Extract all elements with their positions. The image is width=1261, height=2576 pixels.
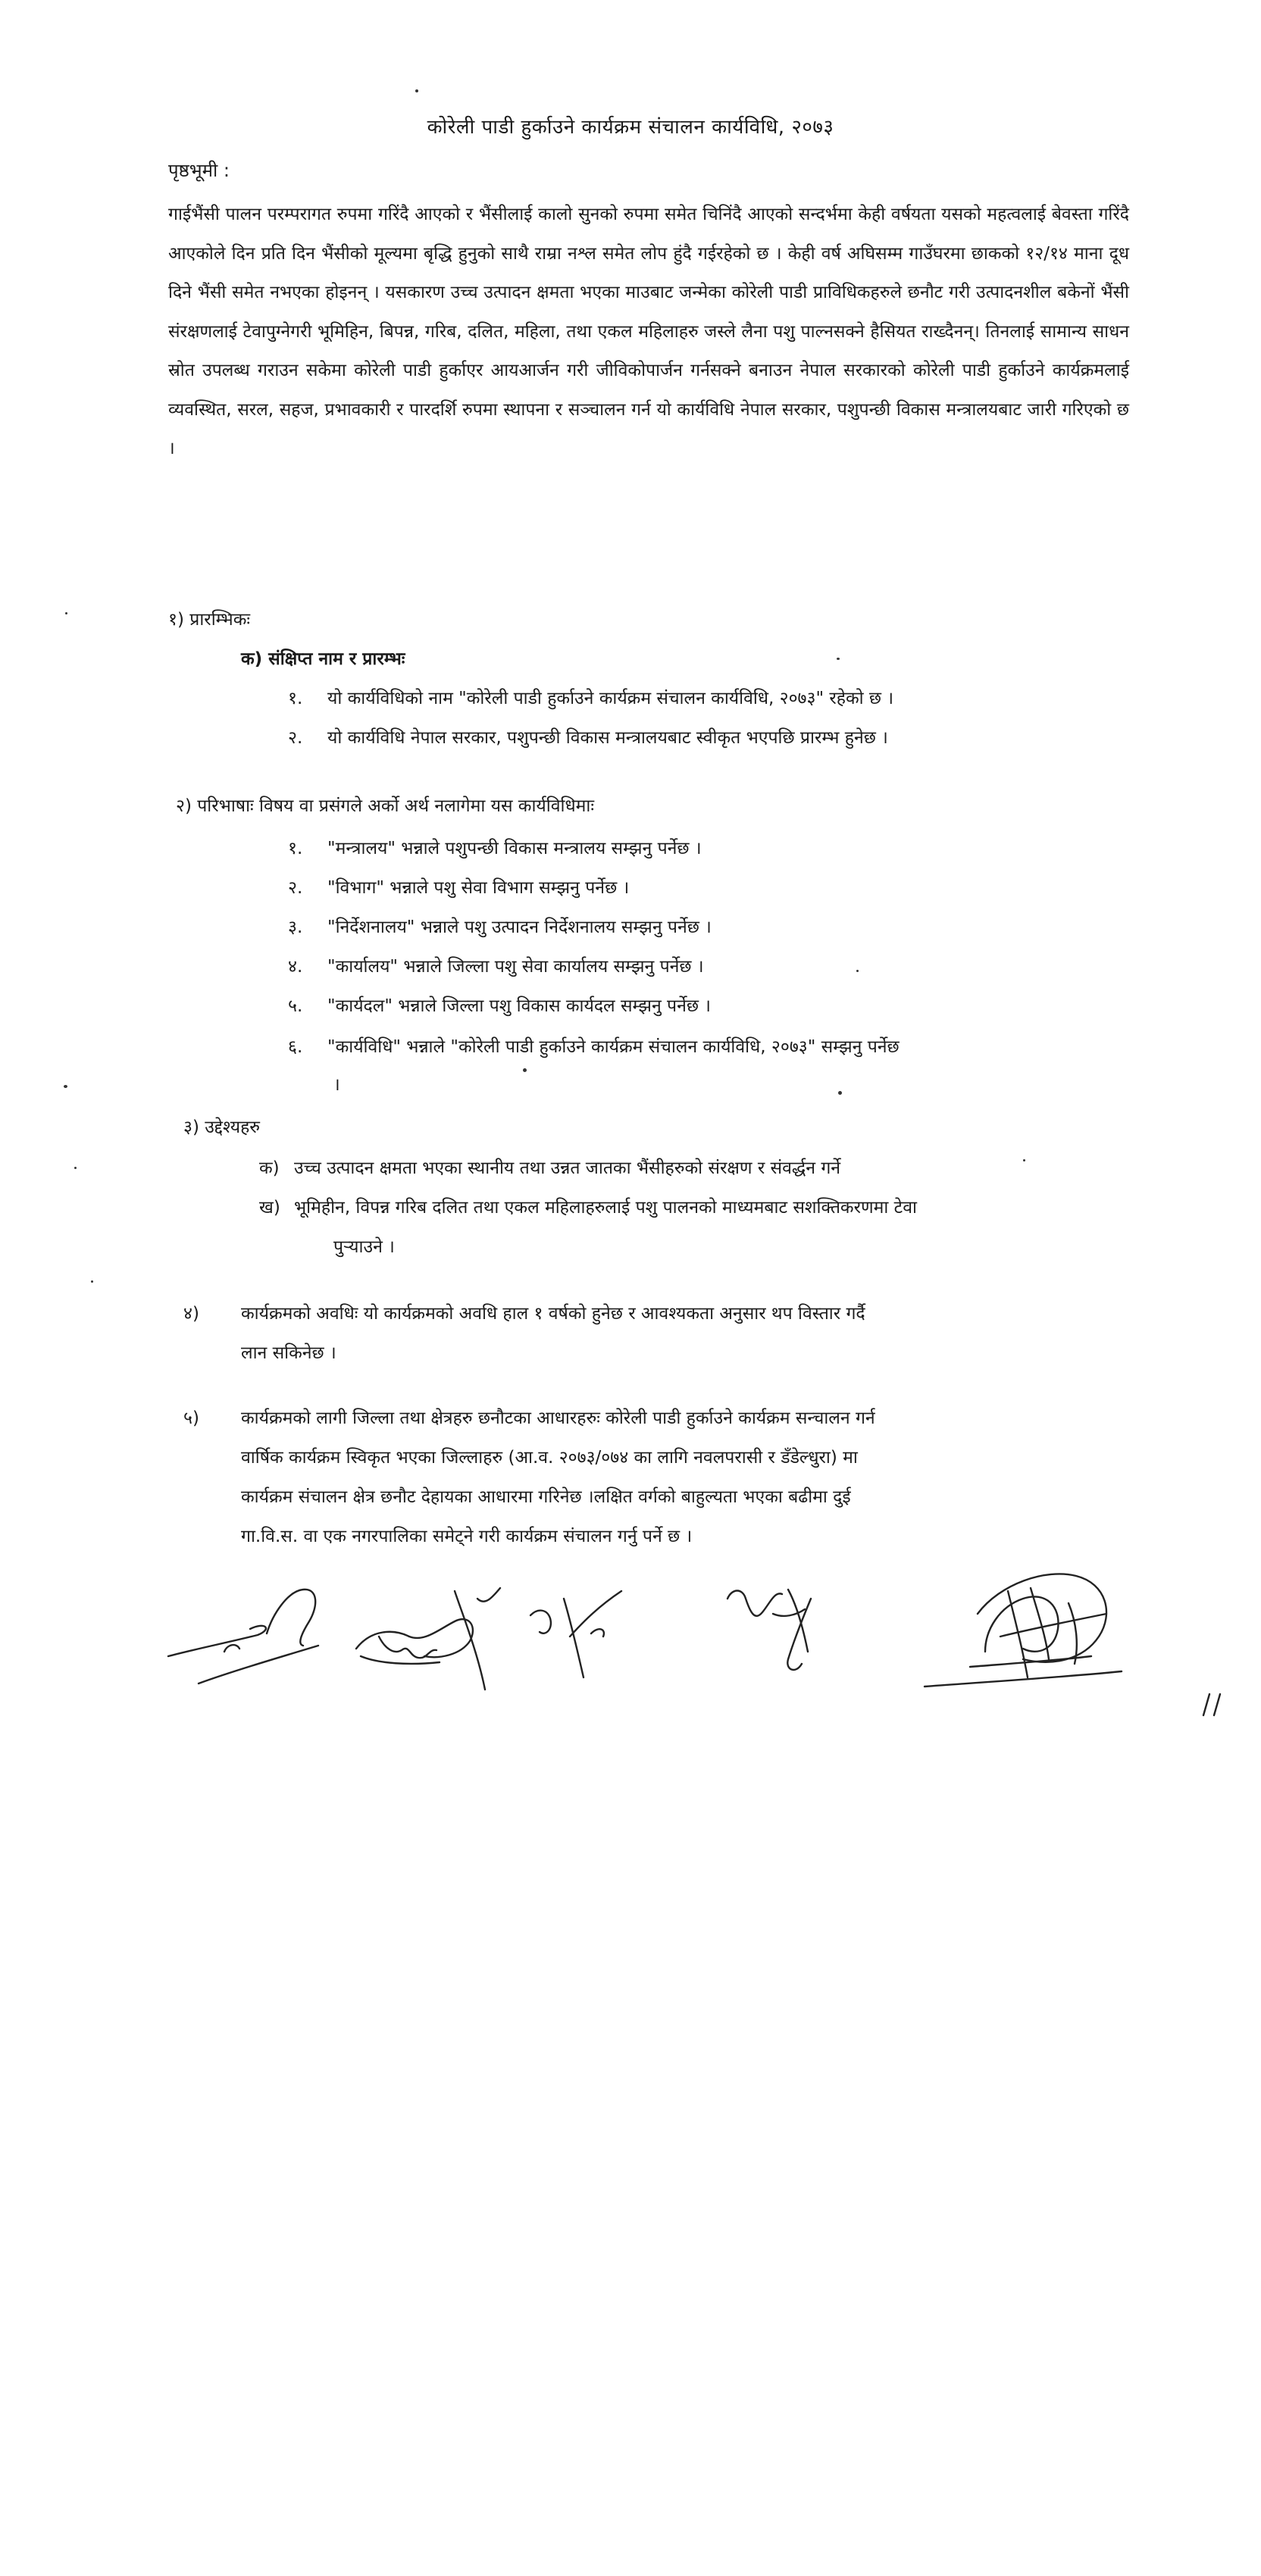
section-3-heading: ३) उद्देश्यहरु	[183, 1118, 261, 1137]
list-item	[288, 685, 893, 709]
list-item-continuation: ।	[333, 1075, 340, 1095]
item-number: १.	[288, 839, 303, 858]
scan-speck	[838, 1091, 842, 1095]
list-item	[288, 1033, 900, 1058]
scan-speck	[856, 970, 859, 972]
section-5-line: गा.वि.स. वा एक नगरपालिका समेट्ने गरी कार्यक्रम संचालन गर्नु पर्ने छ ।	[241, 1527, 693, 1546]
signature-4	[728, 1590, 811, 1670]
section-1-subheading: क) संक्षिप्त नाम र प्रारम्भः	[241, 649, 405, 669]
signature-2	[356, 1588, 500, 1690]
list-item	[259, 1194, 917, 1218]
item-number: ख)	[259, 1198, 280, 1218]
scan-speck	[65, 612, 67, 614]
item-text: यो कार्यविधिको नाम "कोरेली पाडी हुर्काउने कार्यक्रम संचालन कार्यविधि, २०७३" रहेको छ ।	[327, 689, 894, 708]
scan-speck	[837, 658, 840, 660]
list-item	[288, 874, 629, 899]
item-text: "कार्यविधि" भन्नाले "कोरेली पाडी हुर्काउने कार्यक्रम संचालन कार्यविधि, २०७३" सम्झनु पर्नेछ	[327, 1037, 900, 1057]
background-paragraph: गाईभैंसी पालन परम्परागत रुपमा गरिंदै आएको र भैंसीलाई कालो सुनको रुपमा समेत चिनिंदै आएको सन्दर्भमा केही वर्षयता यसको महत्वलाई बेवस्ता गरिंदै आएकोले दिन प्रति दिन भैंसीको मूल्यमा बृद्धि हुनुको साथै राम्रा नश्ल समेत लोप हुंदै गईरहेको छ । केही वर्ष अघिसम्म गाउँघरमा छाकको १२/१४ माना दूध दिने भैंसी समेत नभएका होइनन् । यसकारण उच्च उत्पादन क्षमता भएका माउबाट जन्मेका कोरेली पाडी प्राविधिकहरुले छनौट गरी उत्पादनशील बकेनों भैंसी संरक्षणलाई टेवापुग्नेगरी भूमिहिन, बिपन्न, गरिब, दलित, महिला, तथा एकल महिलाहरु जस्ले लैना पशु पाल्नसक्ने हैसियत राख्दैनन्। तिनलाई सामान्य साधन स्रोत उपलब्ध गराउन सकेमा कोरेली पाडी हुर्काएर आयआर्जन गरी जीविकोपार्जन गर्नसक्ने बनाउन नेपाल सरकारको कोरेली पाडी हुर्काउने कार्यक्रमलाई व्यवस्थित, सरल, सहज, प्रभावकारी र पारदर्शि रुपमा स्थापना र सञ्चालन गर्न यो कार्यविधि नेपाल सरकार, पशुपन्छी विकास मन्त्रालयबाट जारी गरिएको छ ।	[168, 205, 1129, 458]
item-text: "निर्देशनालय" भन्नाले पशु उत्पादन निर्देशनालय सम्झनु पर्नेछ ।	[327, 918, 712, 937]
item-number: २.	[288, 878, 303, 898]
document-title: कोरेली पाडी हुर्काउने कार्यक्रम संचालन कार्यविधि, २०७३	[427, 116, 834, 139]
item-text: "कार्यदल" भन्नाले जिल्ला पशु विकास कार्यदल सम्झनु पर्नेछ ।	[327, 996, 711, 1016]
list-item-continuation: पुर्‍याउने ।	[333, 1237, 395, 1257]
item-text: "मन्त्रालय" भन्नाले पशुपन्छी विकास मन्त्रालय सम्झनु पर्नेछ ।	[327, 839, 702, 858]
scan-speck	[523, 1068, 527, 1072]
background-heading: पृष्ठभूमी :	[168, 160, 230, 181]
item-text: "विभाग" भन्नाले पशु सेवा विभाग सम्झनु पर्नेछ ।	[327, 878, 630, 898]
item-number: ३.	[288, 918, 303, 937]
item-text: यो कार्यविधि नेपाल सरकार, पशुपन्छी विकास मन्त्रालयबाट स्वीकृत भएपछि प्रारम्भ हुनेछ ।	[327, 728, 888, 748]
item-text: "कार्यालय" भन्नाले जिल्ला पशु सेवा कार्यालय सम्झनु पर्नेछ ।	[327, 957, 704, 977]
item-text: भूमिहीन, विपन्न गरिब दलित तथा एकल महिलाहरुलाई पशु पालनको माध्यमबाट सशक्तिकरणमा टेवा	[294, 1198, 917, 1218]
list-item	[288, 953, 704, 977]
section-4-line: कार्यक्रमको अवधिः यो कार्यक्रमको अवधि हाल १ वर्षको हुनेछ र आवश्यकता अनुसार थप विस्तार गर्दै	[241, 1304, 865, 1324]
section-5-line: कार्यक्रम संचालन क्षेत्र छनौट देहायका आधारमा गरिनेछ ।लक्षित वर्गको बाहुल्यता भएका बढीमा दुई	[241, 1487, 851, 1507]
section-2-heading: २) परिभाषाः विषय वा प्रसंगले अर्को अर्थ नलागेमा यस कार्यविधिमाः	[176, 796, 594, 816]
scan-speck	[415, 89, 418, 92]
list-item	[288, 724, 888, 749]
section-1-heading: १) प्रारम्भिकः	[168, 610, 251, 630]
item-number: क)	[259, 1158, 280, 1178]
section-5-number: ५)	[183, 1408, 199, 1428]
section-4-line: लान सकिनेछ ।	[241, 1343, 336, 1363]
item-number: ४.	[288, 957, 303, 977]
scan-speck	[74, 1167, 77, 1169]
list-item	[288, 835, 702, 859]
item-number: २.	[288, 728, 303, 748]
scan-speck	[64, 1085, 67, 1088]
section-4-number: ४)	[183, 1304, 199, 1324]
signature-3	[530, 1591, 621, 1677]
item-text: उच्च उत्पादन क्षमता भएका स्थानीय तथा उन्नत जातका भैंसीहरुको संरक्षण र संवर्द्धन गर्ने	[294, 1158, 841, 1178]
item-number: १.	[288, 689, 303, 708]
scan-speck	[91, 1280, 93, 1283]
item-number: ५.	[288, 996, 303, 1016]
list-item	[259, 1155, 840, 1179]
scan-speck	[1023, 1159, 1025, 1161]
page-mark	[1203, 1694, 1220, 1715]
list-item	[288, 993, 711, 1017]
section-5-line: कार्यक्रमको लागी जिल्ला तथा क्षेत्रहरु छनौटका आधारहरुः कोरेली पाडी हुर्काउने कार्यक्रम सन्चालन गर्न	[241, 1408, 875, 1428]
section-5-line: वार्षिक कार्यक्रम स्विकृत भएका जिल्लाहरु (आ.व. २०७३/०७४ का लागि नवलपरासी र डँडेल्धुरा) मा	[241, 1448, 858, 1468]
signature-1	[168, 1590, 318, 1683]
item-number: ६.	[288, 1037, 303, 1057]
signature-5	[925, 1574, 1122, 1687]
list-item	[288, 914, 712, 938]
